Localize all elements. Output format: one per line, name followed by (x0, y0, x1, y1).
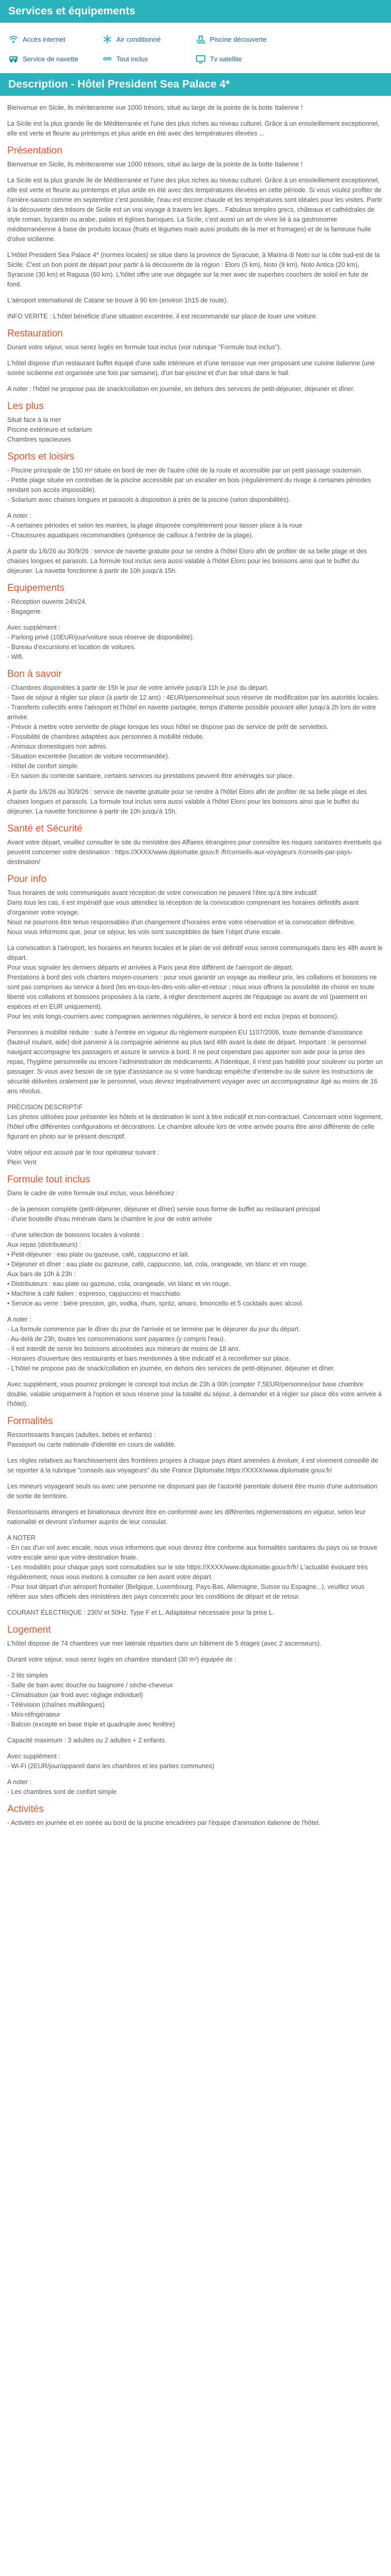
spacer (7, 244, 384, 250)
paragraph: - de la pension complète (petit-déjeuner, déjeuner et dîner) servie sous forme de buffet au restaurant principal - d'une bouteille d'eau minérale dans la chambre le jour de votre arrivée (7, 1206, 320, 1223)
service-label: Service de navette (23, 55, 78, 63)
section-heading: Bon à savoir (7, 669, 62, 680)
section-heading: Activités (7, 1804, 44, 1815)
paragraph: Ressortissants français (adultes, bébés et enfants) : Passeport ou carte nationale d'identité en cours de validité. (7, 1431, 176, 1448)
spacer (7, 352, 384, 359)
spacer (7, 540, 384, 547)
spacer (7, 113, 384, 119)
snowflake-icon (102, 34, 112, 44)
section-heading: Sports et loisirs (7, 451, 74, 462)
paragraph: - Chambres disponibles à partir de 15h le jour de votre arrivée jusqu'à 11h le jour du départ. - Taxe de séjour à régler sur place (à partir de 12 ans) : 4EUR/personne/nuit sous réserve de modification par les autorités locales. - Transferts collectifs entre l'aéroport et l'hôtel en navette partagée, temps d'attente possible pouvant aller jusqu'à 2h lors de votre arrivée. - Prévoir à mettre votre serviette de plage lorsque les vous hôtel ne dispose pas de service de prêt de serviettes. - Possibilité de chambres adaptées aux personnes à mobilité réduite. - Animaux domestiques non admis. - Situation excentrée (location de voiture recommandée). - Hôtel de confort simple. - En saison du contexte sanitaire, certains services ou prestations peuvent être aménagés sur place. (7, 684, 380, 779)
spacer (7, 781, 384, 787)
services-heading: Services et équipements (0, 0, 391, 23)
paragraph: Avec supplément : - Parking privé (10EUR/jour/voiture sous réserve de disponibilité). - Bureau d'excursions et location de voitures. - Wifi. (7, 624, 194, 660)
section-heading: Equipements (7, 583, 64, 594)
spacer (7, 1665, 384, 1671)
paragraph: A noter : - Les chambres sont de confort simple (7, 1778, 117, 1795)
pool-icon (196, 34, 206, 44)
spacer (7, 1501, 384, 1507)
paragraph: - Piscine principale de 150 m² située en bord de mer de l'autre côté de la route et accessible par un petit passage souterrain. - Petite plage située en contrebas de la piscine accessible par un escalier en bois (régulièrement du rivage à certaines périodes rendant son accès impossible). - Solarium avec chaises longues et parasols à disposition à près de la piscine (selon disponibilités). (7, 467, 371, 503)
paragraph: Personnes à mobilité réduite : suite à l'entrée en vigueur du règlement européen EU 1107/2006, toute demande d'assistance (fauteuil roulant, aide) doit parvenir à la compagnie aérienne au plus tard 48h avant la date de départ. Important : le personnel navigant accompagne les passagers et assure le service à bord. Il ne peut cependant pas apporter son aide pour la prise des repas, l'hygiène personnelle ou encore l'administration de médicaments. A l'identique, il n'est pas habilité pour soulever ou porter un passager. Si vous avez besoin de ce type d'assistance ou si votre handicap empêche d'entendre ou de suivre les instructions de sécurité délivrées oralement par le personnel, vous devrez impérativement voyager avec un accompagnateur âgé au moins de 16 ans révolus. (7, 1029, 385, 1095)
section-heading: Formule tout inclus (7, 1174, 90, 1185)
spacer (7, 290, 384, 296)
spacer (7, 937, 384, 943)
spacer (7, 1374, 384, 1380)
service-item (102, 54, 196, 64)
section-heading: Formalités (7, 1416, 53, 1427)
service-label: Piscine découverte (210, 35, 267, 43)
paragraph: A noter : - A certaines périodes et selon les marées, la plage disposée complètement pour laisser place à la roue - Chaussures aquatiques recommandées (présence de cailloux à l'entrée de la plage). (7, 512, 302, 539)
shuttle-icon (8, 54, 19, 64)
paragraph: L'Hôtel President Sea Palace 4* (normes locales) se situe dans la province de Syracuse, à Marina di Noto sur la côte sud-est de la Sicile. C'est un bon point de départ pour partir à la découverte de la région : Eloro (5 km), Noto (9 km), Noto Antica (20 km), Syracuse (30 km) et Ragusa (60 km). L'hôtel offre une vue dégagée sur la mer avec de superbes couchers de soleil en fute de fond. (7, 251, 382, 288)
description-content (0, 96, 391, 1838)
spacer (7, 1602, 384, 1608)
spacer (7, 1096, 384, 1103)
paragraph: L'hôtel dispose d'un restaurant buffet équipé d'une salle intérieure et d'une terrasse vue mer proposant une cuisine italienne (une soirée sicilienne est organisée une fois par semaine), d'un bar-piscine et d'un bar situé dans le hall. (7, 360, 377, 377)
section-heading: Restauration (7, 328, 63, 339)
description-section (0, 73, 391, 1838)
paragraph: La Sicile est la plus grande île de Méditerranée et l'une des plus riches au niveau culturel. Grâce à un ensoleillement exceptionnel, elle est verte et fleurie au printemps et plus aride en été avec des températures élevées en cette période. Si vous voulez profiter de l'arrière-saison comme en septembre c'est possible, l'eau est encore chaude et les températures sont idéales pour les visites. Partir à la découverte des trésors de Sicile est un vrai voyage à travers les âges... Fabuleux temples grecs, châteaux et cathédrales de style roman, byzantin ou arabe, palais et églises baroques. La Sicile, c'est aussi un art de vivre lié à sa gastronomie méditerranéenne à base de produits locaux (fruits et légumes mais aussi produits de la mer et fromages) et de la fameuse huile d'olive sicilienne. (7, 177, 384, 243)
paragraph: Avant votre départ, veuillez consulter le site du ministère des Affaires étrangères pour connaître les risques sanitaires éventuels qui peuvent concerner votre destination : https://XXXX/www.diplomatie.gouv.fr /fr/conseils-aux-voyageurs /conseils-par-pays-destination/ (7, 839, 384, 866)
spacer (7, 505, 384, 511)
paragraph: L'hôtel dispose de 74 chambres vue mer latérale réparties dans un bâtiment de 5 étages (avec 2 ascenseurs). (7, 1640, 321, 1647)
paragraph: Bienvenue en Sicile, ils mériterareme vue 1000 trésors, situé au large de la pointe de la botte Italienne ! (7, 104, 303, 111)
service-item (196, 54, 289, 64)
paragraph: A noter : l'hôtel ne propose pas de snack/collation en journée, en dehors des services de petit-déjeuner, déjeuner et dîner. (7, 385, 355, 393)
wifi-icon (8, 34, 19, 44)
paragraph: Ressortissants étrangers et binationaux devront être en conformité avec les différentes réglementations en vigueur, selon leur nationalité et devront s'informer auprès de leur consulat. (7, 1509, 368, 1526)
paragraph: Les règles relatives au franchissement des frontières propres à chaque pays étant amenées à évoluer, il est vivement conseillé de se reporter à la rubrique "conseils aux voyageurs" du site France Diplomatie.https://XXXX/www.diplomatie.gouv.fr/ (7, 1457, 380, 1474)
spacer (7, 1450, 384, 1456)
paragraph: Capacité maximum : 3 adultes ou 2 adultes + 2 enfants. (7, 1737, 167, 1744)
spacer (7, 1224, 384, 1230)
section-heading: Santé et Sécurité (7, 823, 83, 834)
service-item (8, 34, 102, 44)
service-label: Tout inclus (116, 55, 148, 63)
paragraph: Durant votre séjour, vous serez logés en formule tout inclus (voir rubrique "Formule tout inclus"). (7, 344, 282, 351)
paragraph: INFO VERITE : L'hôtel bénéficie d'une situation excentrée, il est recommandé sur place de louer une voiture. (7, 313, 318, 320)
service-label: Air conditionné (116, 35, 161, 43)
service-label: Tv satellite (210, 55, 242, 63)
spacer (7, 1198, 384, 1205)
paragraph: A partir du 1/6/26 au 30/9/26 : service de navette gratuite pour se rendre à l'hôtel Eloro afin de profiter de sa belle plage et des chaises longues et parasols. La formule tout inclus sera aussi valable à l'hôtel Eloro pour les boissons ainsi que le buffet du déjeuner. La navette fonctionne à partir de 10h jusqu'à 15h. (7, 548, 369, 574)
paragraph: L'aéroport international de Catane se trouve à 90 km (environ 1h15 de route). (7, 297, 229, 304)
paragraph: A NOTER - En cas d'un vol avec escale, nous vous informons que vous devrez être conforme aux formalités sanitaires du pays où se trouve votre escale ainsi que votre destination finale. - Les modalités pour chaque pays sont consultables sur le site https://XXXX/www.diplomatie.gouv.fr/fr/ L'actualité évoluant très régulièrement, nous vous invitons à consulter ce lien avant votre départ. - Pour tout départ d'un aéroport frontalier (Belgique, Luxembourg, Pays-Bas, Allemagne, Suisse ou Espagne...), veuillez vous référer aux sites officiels des ministères des pays concernés pour les conditions de départ et de retour. (7, 1534, 378, 1600)
paragraph: A noter : - La formule commence par le dîner du jour de l'arrivée et se termine par le déjeuner du jour du départ. - Au-delà de 23h, toutes les consommations sont payantes (y compris l'eau). - Il est interdit de servir les boissons alcoolisées aux mineurs de moins de 18 ans. - Horaires d'ouverture des restaurants et bars mentionnés à titre indicatif et à reconfirmer sur place. - L'hôtel ne propose pas de snack/collation en journée, en dehors des services de petit-déjeuner, déjeuner et dîner. (7, 1316, 335, 1372)
spacer (7, 1649, 384, 1655)
service-item (102, 34, 196, 44)
all-inclusive-icon (102, 54, 112, 64)
paragraph: Dans le cadre de votre formule tout inclus, vous bénéficiez : (7, 1190, 178, 1197)
paragraph: Les mineurs voyageant seuls ou avec une personne ne disposant pas de l'autorité parentale doivent être munis d'une autorisation de sortie de territoire. (7, 1483, 380, 1500)
spacer (7, 170, 384, 176)
spacer (7, 617, 384, 623)
paragraph: Durant votre séjour, vous serez logés en chambre standard (30 m²) équipée de : (7, 1656, 236, 1663)
paragraph: A partir du 1/6/26 au 30/9/26 : service de navette gratuite pour se rendre à l'hôtel Eloro afin de profiter de sa belle plage et des chaises longues et parasols. La formule tout inclus sera aussi valable à l'hôtel Eloro pour les boissons ainsi que le buffet du déjeuner. La navette fonctionne à partir de 10h jusqu'à 15h. (7, 788, 369, 815)
paragraph: Votre séjour est assuré par le tour opérateur suivant : Plein Vent (7, 1149, 159, 1166)
services-grid (0, 23, 391, 73)
paragraph: COURANT ÉLECTRIQUE : 230V et 50Hz. Type F et L. Adaptateur nécessaire pour la prise L. (7, 1609, 274, 1616)
spacer (7, 1142, 384, 1148)
paragraph: Tous horaires de vols communiqués avant réception de votre convocation ne peuvent l'être qu'à titre indicatif. Dans tous les cas, il est impératif que vous attendiez la réception de la convocation comprenant les horaires définitifs avant d'organiser votre voyage. Nous ne pourrons être tenus responsables d'un changement d'horaires entre votre réservation et la convocation définitive. Nous vous informons que, pour ce séjour, les vols sont susceptibles de faire l'objet d'une escale. (7, 889, 359, 936)
paragraph: Avec supplément : - Wi-Fi (2EUR/jour/appareil dans les chambres et les parties communes) (7, 1753, 215, 1770)
spacer (7, 1730, 384, 1736)
service-item (196, 34, 289, 44)
paragraph: La Sicile est la plus grande île de Méditerranée et l'une des plus riches au niveau culturel. Grâce à un ensoleillement exceptionnel, elle est verte et fleurie au printemps et plus aride en été avec des températures élevées ... (7, 120, 382, 137)
paragraph: PRÉCISION DESCRIPTIF Les photos utilisées pour présenter les hôtels et la destination le sont à titre indicatif et non-contractuel. Concernant votre logement, l'hôtel offre différentes configurations et décorations. Le chambre allouée lors de votre arrivée pourra être ainsi différente de celle figurant en photo sur le présent descriptif. (7, 1104, 383, 1140)
spacer (7, 1527, 384, 1533)
section-heading: Logement (7, 1624, 51, 1635)
paragraph: La convocation à l'aéroport, les horaires en heures locales et le plan de vol définitif vous seront communiqués dans les 48h avant le départ. Pour vous signaler les derniers départs et arrivées à Paris peut être différent de l'aéroport de départ. Prestations à bord des vols charters moyen-courriers : pour vous garantir un voyage au meilleur prix, les collations et boissons ne sont pas comprises au service à bord (les en-tous-les-des-vols-aller-et-retour ; nous vous offrons la possibilité de choisir en toute liberté vos collations et boissons proposées à la carte, à régler directement auprès de l'équipage ou avant de vol (paiement en espèces et en EUR uniquement). Pour les vols longs-courriers avec compagnies aériennes régulières, le service à bord est inclus (repas et boissons). (7, 944, 383, 1020)
spacer (7, 1022, 384, 1028)
description-heading: Description - Hôtel President Sea Palace 4* (0, 73, 391, 96)
service-item (8, 54, 102, 64)
tv-icon (196, 54, 206, 64)
spacer (7, 378, 384, 384)
paragraph: - Activités en journée et en soirée au bord de la piscine encadrées par l'équipe d'animation italienne de l'hôtel. (7, 1819, 320, 1826)
paragraph: Avec supplément, vous pourrez prolonger le concept tout inclus de 23h à 00h (compter 7,5EUR/personne/jour base chambre double, valable uniquement à l'option et sous réserve pour la totalité du séjour, à demander et à régler sur place dès votre arrivée à l'hôtel). (7, 1381, 384, 1408)
section-heading: Présentation (7, 145, 62, 156)
paragraph: - 2 lits simples - Salle de bain avec douche ou baignoire / sèche-cheveux - Climatisation (air froid avec réglage individuel) - Télévision (chaînes multilingues) - Mini-réfrigérateur - Balcon (excepté en base triple et quadruple avec fenêtre) (7, 1672, 175, 1728)
paragraph: Situé face à la mer Piscine extérieure et solarium Chambres spacieuses (7, 416, 92, 443)
paragraph: Bienvenue en Sicile, ils mériterareme vue 1000 trésors, situé au large de la pointe de la botte Italienne ! (7, 161, 303, 168)
spacer (7, 1771, 384, 1777)
section-heading: Pour info (7, 874, 47, 885)
section-heading: Les plus (7, 401, 44, 412)
spacer (7, 306, 384, 312)
spacer (7, 1745, 384, 1752)
spacer (7, 1309, 384, 1315)
paragraph: - Réception ouverte 24h/24. - Bagagerie. (7, 598, 87, 615)
services-section (0, 0, 391, 73)
spacer (7, 1476, 384, 1482)
service-label: Accès internet (23, 35, 66, 43)
paragraph: - d'une sélection de boissons locales à volonté : Aux repas (distributeurs) : • Petit-déjeuner : eau plate ou gazeuse, café, cappuccino et lait. • Déjeuner et dîner : eau plate ou gazeuse, café, cappuccino, lait, cola, orangeade, vin blanc et vin rouge. Aux bars de 10h à 23h : • Distributeurs : eau plate ou gazeuse, cola, orangeade, vin blanc et vin rouge. • Machine à café italien : espresso, cappuccino et macchiato. • Service au verre : bière pression, gin, vodka, rhum, spritz, amaro, limoncello et 5 cocktails avec alcool. (7, 1231, 308, 1307)
